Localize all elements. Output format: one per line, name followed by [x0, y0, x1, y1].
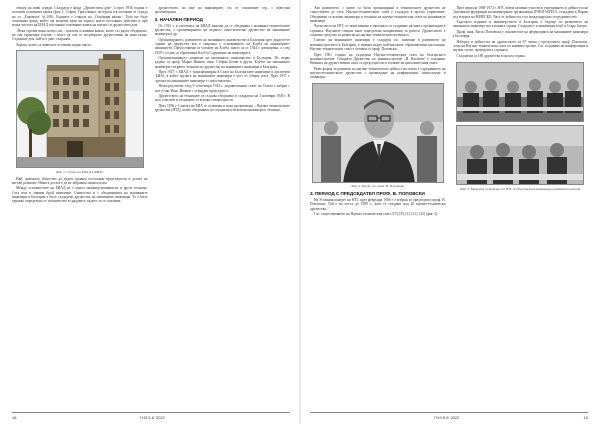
figure-3-caption: Фиг. 3. Моменти от Конгрес на НТС на Българските инженери и машиностроители [460, 186, 581, 191]
paragraph: Ако развитието, с които са били организирани в техническите дружества не съществуват до сега. Научно-техническият съюз е създаден в цялото управление. Обединени са всички инженери и техници на научно-техническия съюз на машинните инженери. [310, 6, 446, 23]
footer-rule [310, 412, 588, 413]
paragraph: През 1956 г. Съюзът на БИА се основава и нова организация – Научно-техническите дружества (НТД), които обединяват по специалности всички инженери и техници. [154, 103, 290, 113]
left-page-footer [12, 415, 288, 420]
paragraph: Проф. инж. Васил Поповски е основателят на федерацията на машинните инженери в България. [452, 29, 588, 39]
right-page-column-2 [453, 6, 589, 410]
paragraph: Нова форма за развитие на научно-техническата дейност на съюза е учредяването на научно-техническите дружества с провеждане на конференции, симпозиуми и семинари. [310, 66, 446, 80]
paragraph: През 1927 г. БИАД е трансформиран в Съюз на Българските инженери и архитекти (БИА), в който групата на машинните инженери е част от общия съюз. През 1937 г. групата на машинните инженери е самостоятелна. [154, 70, 290, 83]
page-number: 18 [12, 415, 17, 420]
paragraph: От 1912 г. в системата на БИАД започва да се обединява с машинно-техническите дружества, с организирането на първото самостоятелно дружество на машинните инженери в др. [154, 23, 290, 37]
right-page-column-1 [310, 6, 446, 410]
paragraph: Със съществуването на Научно-техническия съюз [19], [8], [2], [21], [22] (фиг. 2). [314, 212, 439, 217]
paragraph: Организирането, развитието на машинното инженерство в България през двадесетте години на двадесети век е свързано с основаването на Клуба на инженерите-машинисти. Предоставени са членове на Клуба, които са от 1924 г. разширени, а след 1929 г. от нея са образувани Клуб и Сдружение на инженерите. [154, 37, 290, 55]
paragraph: Хората, които са живели и оставили видно място. [16, 42, 92, 47]
paragraph: На Уставния конгрес на НТС през февруари 1966 г. е избран за председател проф. В. Поповски. Той е на поста до 1989 г., като се създават над 20 научно-технически дружества. [310, 198, 446, 211]
conference-illustration-2 [457, 126, 584, 185]
paragraph: „Нека строим всяко нещо сам – полагам основния камък, която са градът обединено, не сме гарантира усилие, с което да сме се посрещнато дружествени на нова къщи. Седалище дом, който е днес съхранен. [12, 28, 148, 42]
paragraph: Бъдещото издание и инженерството в България е бъдеще по развитието на машинното инженерство в нашата страна. Създаден е и инженерен клуб в Стара Загора. [452, 20, 588, 29]
paragraph: Изборът и дейността на дружеството за 67 члена с председател проф. Поповски, също на Научно-техническия съюз по машиностроене. Със създаване на конференция и научни сесии, проведени в страната. [452, 39, 588, 53]
paragraph: сенкур на нови сгради. Създаден е фонд „Дружествен дом“, а през 1936 година е положен основният камък (фиг. 1, София, Тригълника, построен и в ползване от сграда на ул. „Раковска“ №108). Годината е станала на „Основния камък“. Този ще бъде основният фонд, който ще можеше кръв на хората, които постоянно действат и при всяка чистота на БИАД постоянно основният камък на всичко си дружествен дом. [12, 6, 148, 28]
left-page-column-1 [12, 6, 148, 410]
portrait-photo [312, 83, 444, 183]
left-page-column-2 [155, 6, 291, 410]
figure-2-caption: Фиг. 2. Проф. гео.-инж. В. Поповски [351, 184, 405, 188]
paragraph: Организационното развитие на машинното инженерство в България. На първо дадено са проф. Марко Иванов, инж. Стефан Бочев и други. Клубът на машинните инженери е първото техническо дружество на машинните инженери в България. [154, 56, 290, 69]
right-page-footer [310, 415, 588, 420]
section-heading: 3. ПЕРИОД С ПРЕДСЕДАТЕЛ ПРОФ. В. ПОПОВСКИ [310, 191, 425, 196]
paragraph: дружеството, но още на инженерите, със от отношение стр., с известни произведения. [154, 6, 290, 15]
building-illustration [17, 51, 144, 168]
paragraph: През периода 1968-1972 г. НТС взема активно участие в учредяването и дейността на Световната федерация на инженерните организации (FMOI-WFEO), създадена в Париж под егидата на ЮНЕСКО. Част от дейността е по международно сътрудничество. [452, 6, 588, 19]
right-page [300, 0, 600, 424]
paragraph: Съюзът на машинните инженери е създаден със значение в развитието на машиностроенето в България, а именно върху най-високите образователни инстанции. Научно-техническият съюз е оглавен от проф. Поповски. [310, 38, 446, 52]
paragraph: Непосредствено след 9 септември 1944 г. управителният съвет на Съюза е избран с нов устав. Инж. Иванов с утвърден председател. [154, 84, 290, 93]
section-heading: 3. НАЧАЛЕН ПЕРИОД [154, 16, 203, 22]
figure-1-caption: Фиг. 1. Сграда на БИАД в ФНТС [55, 169, 104, 174]
paragraph: Дружеството на техниците се създава обединено и създадено на 3 ноември 1949 г. В него участват и техниците от всички специалности. [154, 93, 290, 103]
page-number: 19 [583, 415, 588, 420]
portrait-illustration [313, 84, 444, 183]
group-photo-bottom [456, 125, 584, 185]
issue-label: ГНЗ 5-6' 2022 [434, 415, 460, 420]
group-photo-top [456, 62, 584, 122]
paragraph: Членството на НТС от нови начини е започнато са създаване на много организации в страната. Научните секции имат определени направления за работа. Дружеството е основно средство за развитие на научно-техническия потенциал. [310, 24, 446, 37]
issue-label: ГНЗ 5-6' 2022 [139, 415, 165, 420]
paragraph: През 1961 година на създадена Научно-техническия съюз на българското машиностроене. Секцията Дружество по машиностроене „Н. Василев“ е основана. Имената на дружествения съюз са председатели и членове на изпълнителния съвет. [310, 52, 446, 66]
footer-rule [12, 412, 290, 413]
paragraph: Между основателите на БИАД не е имало инженер-машинисти и други техници. Сега има и значим брой инженери. Съвместно и с обединенията на машинните инженери в България е било създадено дружество на машинните инженери. То е било еднакво определено от ученичество в градовете, където то се основава. [12, 186, 148, 204]
paragraph: Най, днешното общество да дадем, правим постоянно председатели и делата на негово развитие. Никога досега е да не забравим замисъла им. [12, 176, 148, 185]
building-photo [16, 50, 144, 168]
conference-illustration-1 [457, 63, 584, 122]
paragraph: Създадени са 180 дружества в цялата страна. [456, 53, 526, 58]
